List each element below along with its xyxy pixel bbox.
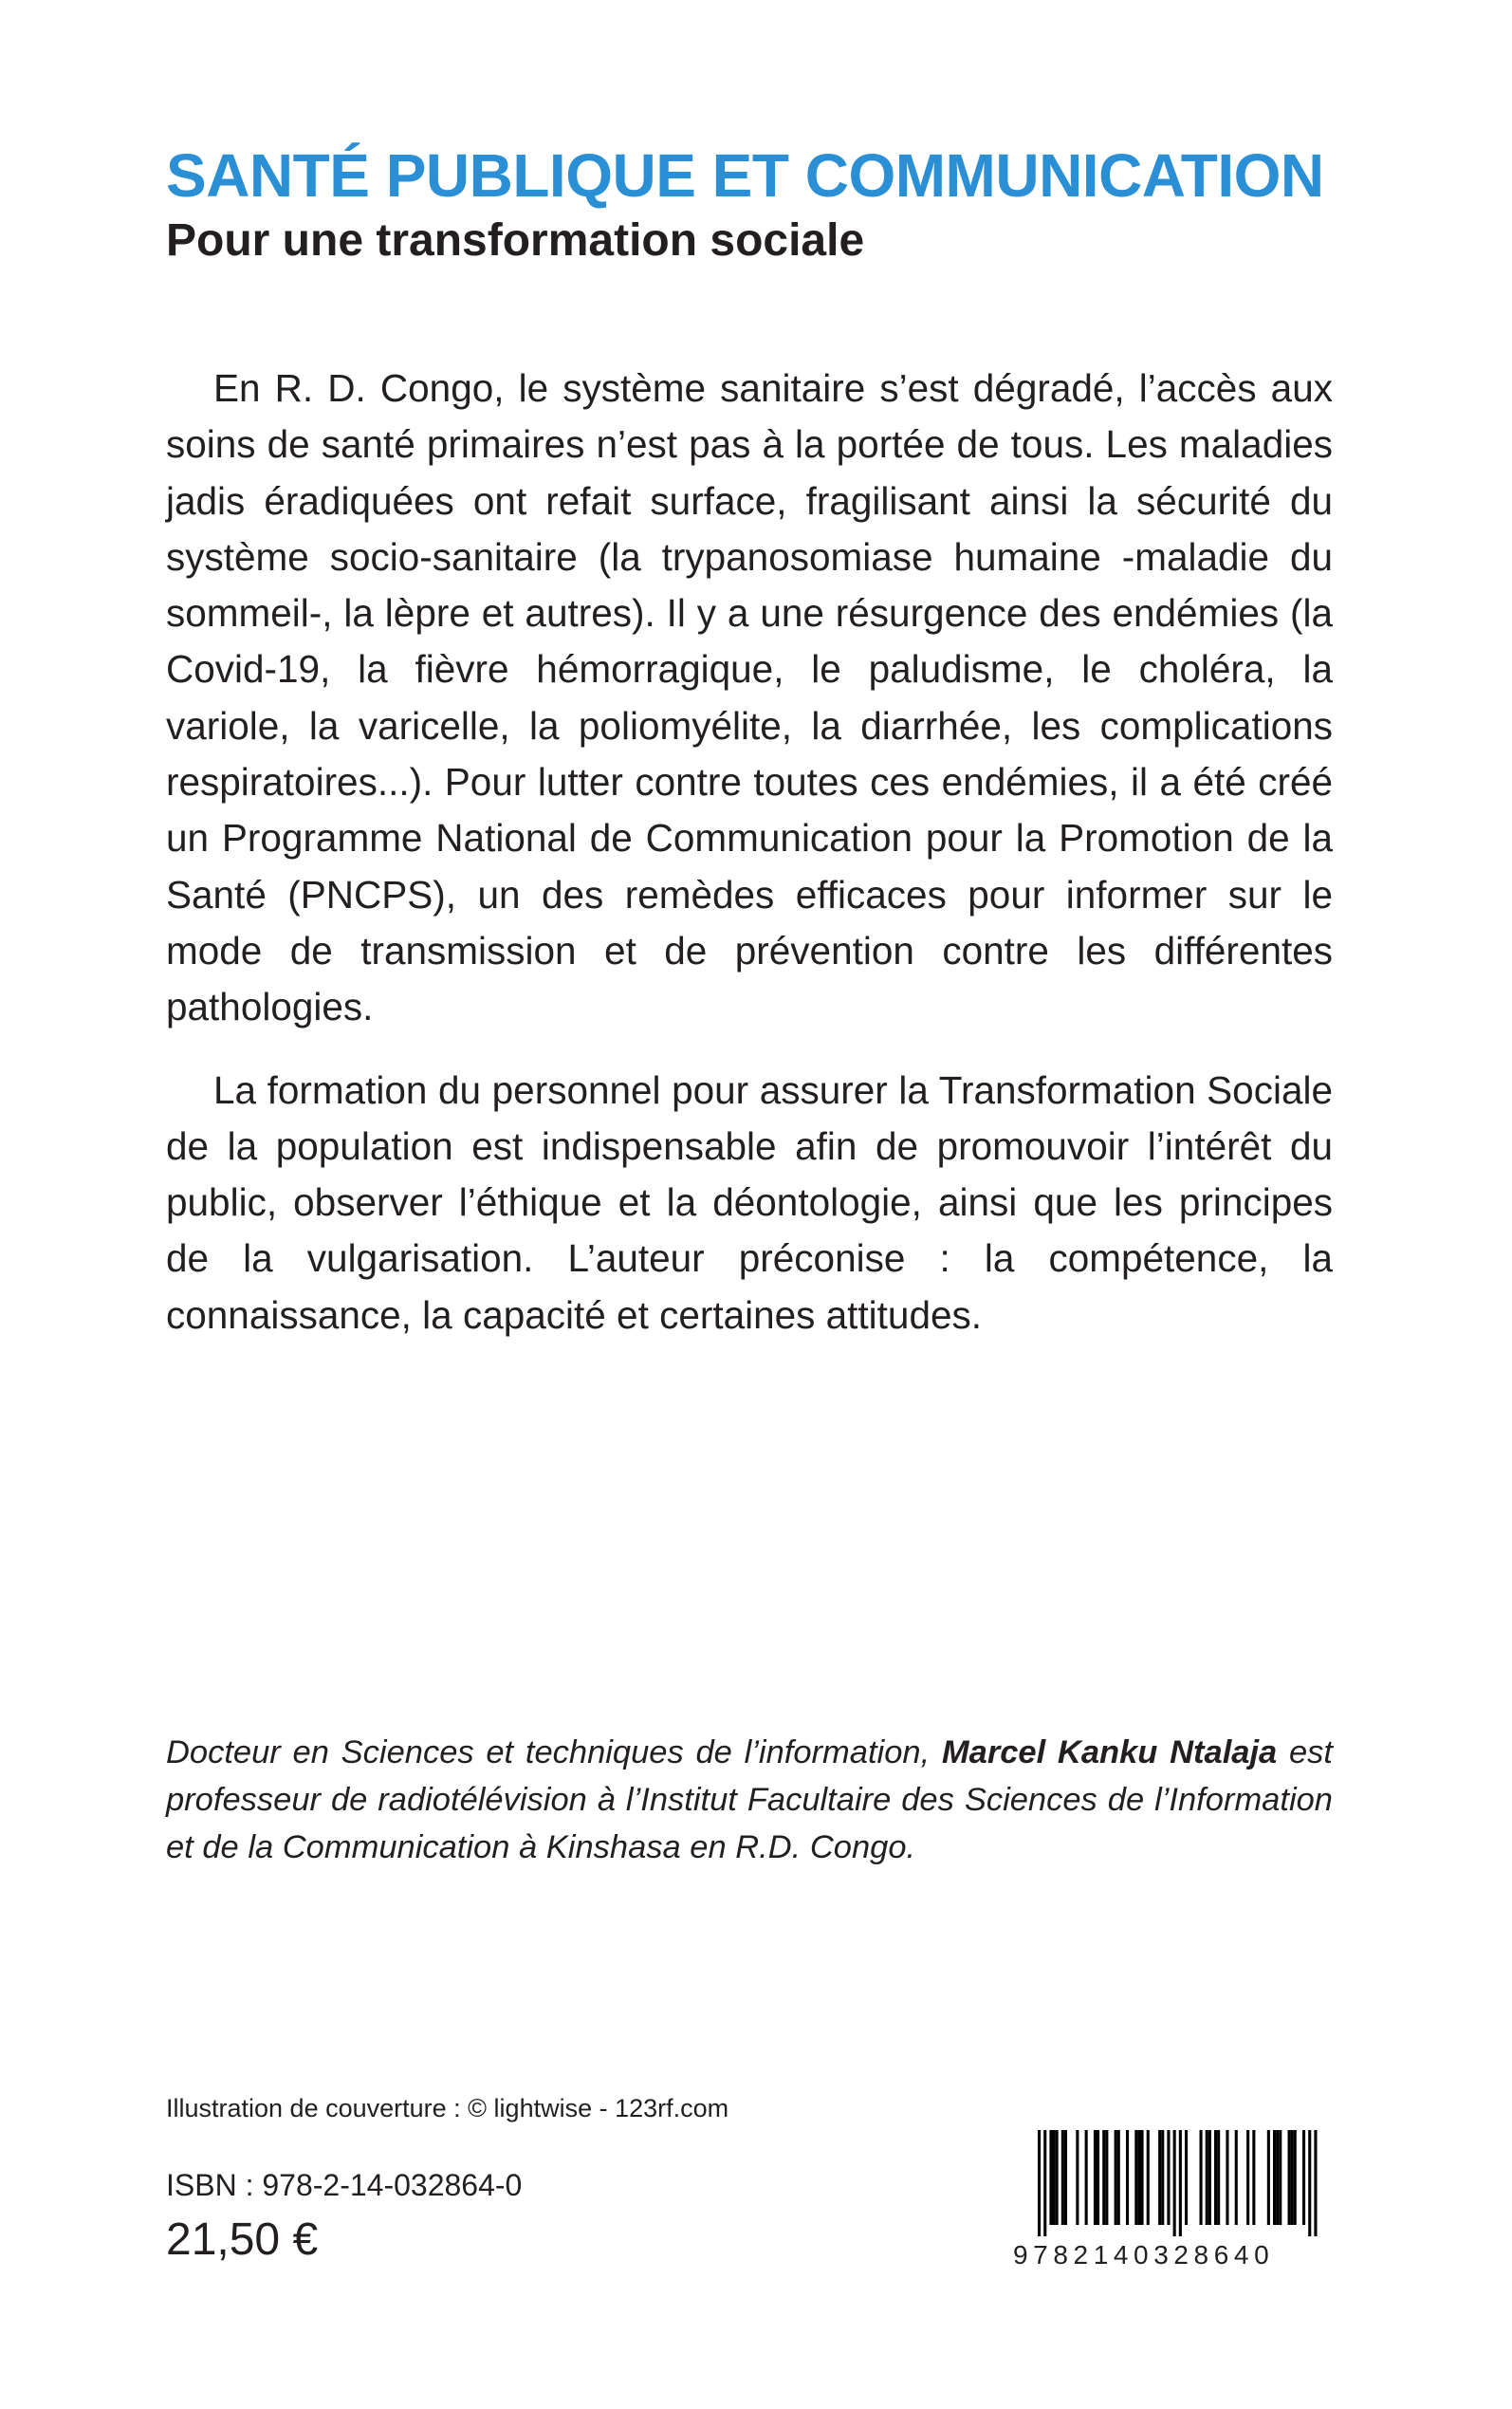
barcode-bar: [1200, 2130, 1203, 2225]
barcode-bar: [1115, 2130, 1117, 2225]
barcode-bar: [1094, 2130, 1097, 2225]
barcode-bar: [1126, 2130, 1129, 2225]
barcode-bar: [1185, 2130, 1188, 2225]
barcode-bar: [1061, 2130, 1064, 2225]
barcode-bar: [1137, 2130, 1140, 2225]
barcode-bar: [1134, 2130, 1137, 2225]
barcode-bar: [1208, 2130, 1211, 2225]
barcode-bar: [1226, 2130, 1228, 2225]
barcode-bar: [1302, 2130, 1305, 2225]
barcode-number: 9782140328640: [1013, 2240, 1275, 2270]
price: 21,50 €: [166, 2214, 319, 2265]
barcode-bar: [1053, 2130, 1056, 2225]
barcode-bar: [1252, 2130, 1255, 2225]
barcode-bar: [1064, 2130, 1067, 2225]
barcode-bar: [1117, 2130, 1120, 2225]
barcode-bar: [1288, 2130, 1291, 2225]
barcode-bars: [1013, 2130, 1337, 2236]
barcode-bar: [1267, 2130, 1270, 2225]
barcode-bar: [1158, 2130, 1161, 2225]
barcode-bar: [1308, 2130, 1311, 2236]
barcode-bar: [1141, 2130, 1144, 2225]
author-name: Marcel Kanku Ntalaja: [941, 1734, 1278, 1770]
barcode: [1013, 2130, 1337, 2277]
barcode-bar: [1206, 2130, 1208, 2225]
barcode-bar: [1085, 2130, 1088, 2225]
barcode-bar: [1049, 2130, 1052, 2225]
barcode-bar: [1167, 2130, 1170, 2225]
barcode-bar: [1291, 2130, 1294, 2225]
barcode-bar: [1038, 2130, 1041, 2236]
blurb-paragraph-2: La formation du personnel pour assurer la Transformation Sociale de la population est indispensable afin de promouvoir l’intérêt du public, observer l’éthique et la déontologie, ainsi que les principes de la vulgarisation. L’auteur préconise : la compétence, la connaissance, la capacité et certaines attitudes.: [166, 1067, 1333, 1337]
barcode-bar: [1105, 2130, 1108, 2225]
barcode-bar: [1161, 2130, 1164, 2225]
barcode-bar: [1097, 2130, 1099, 2225]
barcode-bar: [1235, 2130, 1238, 2225]
barcode-bar: [1279, 2130, 1282, 2225]
book-title: SANTÉ PUBLIQUE ET COMMUNICATION: [166, 141, 1324, 210]
blurb-paragraph-1: En R. D. Congo, le système sanitaire s’est dégradé, l’accès aux soins de santé primaires n’est pas à la portée de tous. Les maladies jadis éradiquées ont refait surface, fragilisant ainsi la sécurité du système socio-sanitaire (la trypanosomiase humaine -maladie du sommeil-, la lèpre et autres). Il y a une résurgence des endémies (la Covid-19, la fièvre hémorragique, le paludisme, le choléra, la variole, la varicelle, la poliomyélite, la diarrhée, les complications respiratoires...). Pour lutter contre toutes ces endémies, il a été créé un Programme National de Communication pour la Promotion de la Santé (PNCPS), un des remèdes efficaces pour informer sur le mode de transmission et de prévention contre les différentes pathologies.: [166, 366, 1333, 1029]
barcode-bar: [1246, 2130, 1249, 2225]
barcode-bar: [1217, 2130, 1220, 2225]
isbn: ISBN : 978-2-14-032864-0: [166, 2168, 523, 2202]
author-bio: [166, 1729, 1333, 1871]
cover-illustration-credit: Illustration de couverture : © lightwise - 123rf.com: [166, 2094, 729, 2122]
barcode-bar: [1294, 2130, 1297, 2225]
author-bio-rest: est professeur de radiotélévision à l’Institut Facultaire des Sciences de l’Information et de la Communication à Kinshasa en R.D. Congo.: [166, 1734, 1334, 1865]
barcode-bar: [1276, 2130, 1279, 2225]
barcode-bar: [1147, 2130, 1150, 2225]
barcode-bar: [1273, 2130, 1276, 2225]
author-bio-intro: Docteur en Sciences et techniques de l’information,: [166, 1734, 942, 1770]
blurb: [166, 361, 1333, 1343]
barcode-bar: [1056, 2130, 1059, 2225]
barcode-bar: [1173, 2130, 1176, 2236]
barcode-bar: [1214, 2130, 1217, 2225]
barcode-bar: [1179, 2130, 1182, 2236]
book-subtitle: Pour une transformation sociale: [166, 215, 865, 266]
barcode-bar: [1314, 2130, 1317, 2236]
barcode-bar: [1043, 2130, 1046, 2236]
barcode-bar: [1076, 2130, 1079, 2225]
barcode-bar: [1102, 2130, 1105, 2225]
